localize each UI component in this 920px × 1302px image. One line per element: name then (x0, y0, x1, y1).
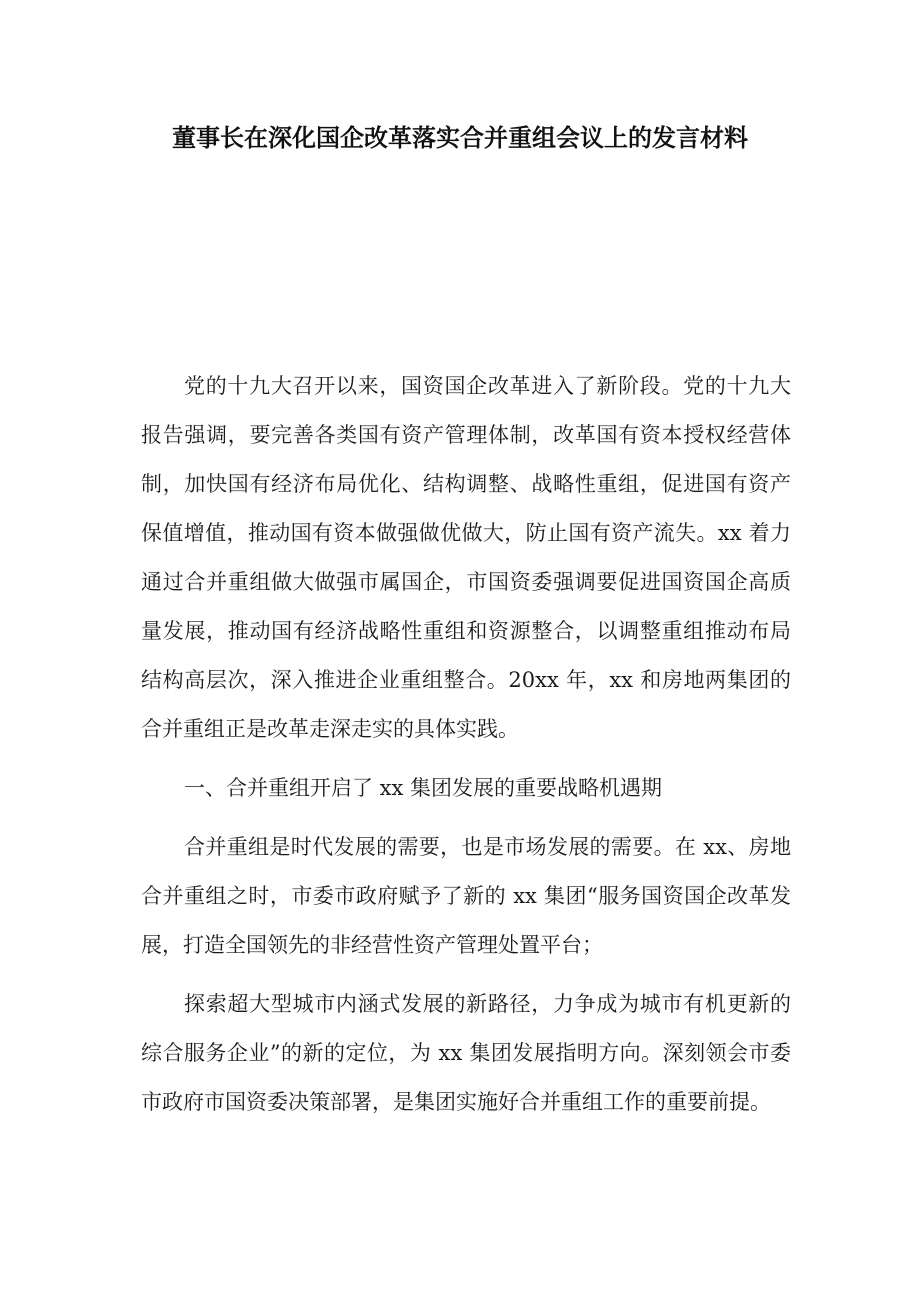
paragraph-intro: 党的十九大召开以来，国资国企改革进入了新阶段。党的十九大报告强调，要完善各类国有资产管理体制，改革国有资本授权经营体制，加快国有经济布局优化、结构调整、战略性重组，促进国有资产保值增值，推动国有资本做强做优做大，防止国有资产流失。xx 着力通过合并重组做大做强市属国企，市国资委强调要促进国资国企高质量发展，推动国有经济战略性重组和资源整合，以调整重组推动布局结构高层次，深入推进企业重组整合。20xx 年，xx 和房地两集团的合并重组正是改革走深走实的具体实践。 (141, 374, 791, 741)
document-body (141, 362, 791, 1127)
document-title: 董事长在深化国企改革落实合并重组会议上的发言材料 (172, 124, 748, 152)
section-heading-1: 一、合并重组开启了 xx 集团发展的重要战略机遇期 (184, 776, 663, 800)
paragraph-new-positioning: 探索超大型城市内涵式发展的新路径，力争成为城市有机更新的综合服务企业”的新的定位，为 xx 集团发展指明方向。深刻领会市委市政府市国资委决策部署，是集团实施好合并重组工作的重要前提。 (141, 992, 791, 1114)
paragraph-merger-need: 合并重组是时代发展的需要，也是市场发展的需要。在 xx、房地合并重组之时，市委市政府赋予了新的 xx 集团“服务国资国企改革发展，打造全国领先的非经营性资产管理处置平台； (141, 835, 791, 957)
